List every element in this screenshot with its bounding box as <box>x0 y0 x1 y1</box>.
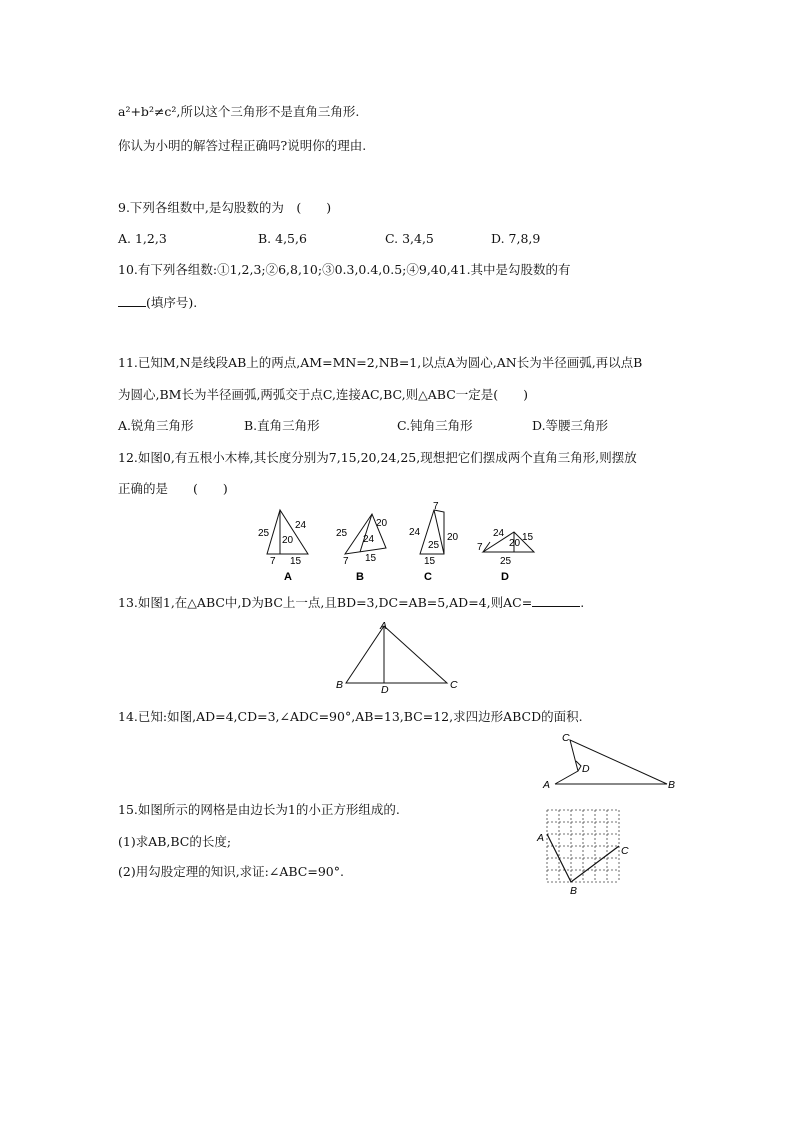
q12-d-num-1: 24 <box>493 528 505 539</box>
q12-b-num-3: 24 <box>363 534 375 545</box>
q12-a-num-3: 20 <box>282 535 294 546</box>
q12-a-label: A <box>284 571 292 583</box>
q12-d-num-2: 20 <box>509 538 521 549</box>
q12-c-num-3: 20 <box>447 532 459 543</box>
q14-figure <box>535 728 685 798</box>
q15-stem: 15.如图所示的网格是由边长为1的小正方形组成的. <box>118 802 400 817</box>
q12-c-label: C <box>424 571 432 583</box>
q12-d-num-5: 25 <box>500 556 512 567</box>
q12-d-label: D <box>501 571 509 583</box>
q12-figure-a <box>267 510 308 554</box>
q13-answer-blank <box>532 594 580 607</box>
q11-line-2: 为圆心,BM长为半径画弧,两弧交于点C,连接AC,BC,则△ABC一定是( ) <box>118 387 529 402</box>
q12-figures <box>250 500 550 590</box>
q11-line-1: 11.已知M,N是线段AB上的两点,AM=MN=2,NB=1,以点A为圆心,AN长为半径画弧,再以点B <box>118 355 643 370</box>
q13-point-a: A <box>380 620 388 632</box>
q12-b-label: B <box>356 571 364 583</box>
q9-stem: 9.下列各组数中,是勾股数的为 ( ) <box>118 200 332 215</box>
q13-figure <box>330 618 470 698</box>
q12-a-num-2: 24 <box>295 520 307 531</box>
q12-c-num-2: 24 <box>409 527 421 538</box>
q12-c-num-1: 7 <box>433 501 439 512</box>
q12-a-num-1: 25 <box>258 528 270 539</box>
q15-part-1: (1)求AB,BC的长度; <box>118 834 232 849</box>
q14-point-b: B <box>668 779 676 791</box>
q11-option-d: D.等腰三角形 <box>532 418 609 433</box>
q12-b-num-5: 15 <box>365 553 377 564</box>
q10-answer-blank <box>118 294 146 307</box>
q13-point-d: D <box>381 684 389 696</box>
q14-point-c: C <box>562 732 570 744</box>
q13-point-c: C <box>450 679 458 691</box>
q14-point-a: A <box>543 779 551 791</box>
q10-answer-line <box>118 294 197 310</box>
q15-point-a: A <box>537 832 545 844</box>
q10-stem: 10.有下列各组数:①1,2,3;②6,8,10;③0.3,0.4,0.5;④9,40,41.其中是勾股数的有 <box>118 262 571 277</box>
q15-part-2: (2)用勾股定理的知识,求证:∠ABC=90°. <box>118 864 344 879</box>
q12-b-num-2: 20 <box>376 518 388 529</box>
q12-d-num-4: 7 <box>477 542 483 553</box>
q14-point-d: D <box>582 763 590 775</box>
carryover-line-1: a²+b²≠c²,所以这个三角形不是直角三角形. <box>118 104 360 119</box>
q15-grid-figure <box>532 805 642 897</box>
q12-b-num-4: 7 <box>343 556 349 567</box>
q13-end: . <box>580 595 585 610</box>
q13-line <box>118 594 584 610</box>
q14-stem: 14.已知:如图,AD=4,CD=3,∠ADC=90°,AB=13,BC=12,求四边形ABCD的面积. <box>118 709 583 724</box>
q12-c-num-4: 25 <box>428 540 440 551</box>
carryover-line-2: 你认为小明的解答过程正确吗?说明你的理由. <box>118 138 367 153</box>
q11-option-c: C.钝角三角形 <box>397 418 473 433</box>
q9-option-c: C. 3,4,5 <box>385 231 434 246</box>
q15-point-b: B <box>570 885 578 897</box>
q12-a-num-5: 15 <box>290 556 302 567</box>
q15-point-c: C <box>621 845 629 857</box>
q13-stem: 13.如图1,在△ABC中,D为BC上一点,且BD=3,DC=AB=5,AD=4,则AC= <box>118 595 533 610</box>
q11-option-b: B.直角三角形 <box>244 418 320 433</box>
q9-option-b: B. 4,5,6 <box>258 231 307 246</box>
q11-option-a: A.锐角三角形 <box>118 418 194 433</box>
q12-line-1: 12.如图0,有五根小木棒,其长度分别为7,15,20,24,25,现想把它们摆成两个直角三角形,则摆放 <box>118 450 637 465</box>
q13-point-b: B <box>336 679 344 691</box>
q12-b-num-1: 25 <box>336 528 348 539</box>
q12-line-2: 正确的是 ( ) <box>118 481 228 496</box>
q9-option-d: D. 7,8,9 <box>491 231 541 246</box>
q12-c-num-5: 15 <box>424 556 436 567</box>
q10-tail: (填序号). <box>146 295 198 310</box>
q9-option-a: A. 1,2,3 <box>118 231 167 246</box>
q12-a-num-4: 7 <box>270 556 276 567</box>
q12-d-num-3: 15 <box>522 532 534 543</box>
